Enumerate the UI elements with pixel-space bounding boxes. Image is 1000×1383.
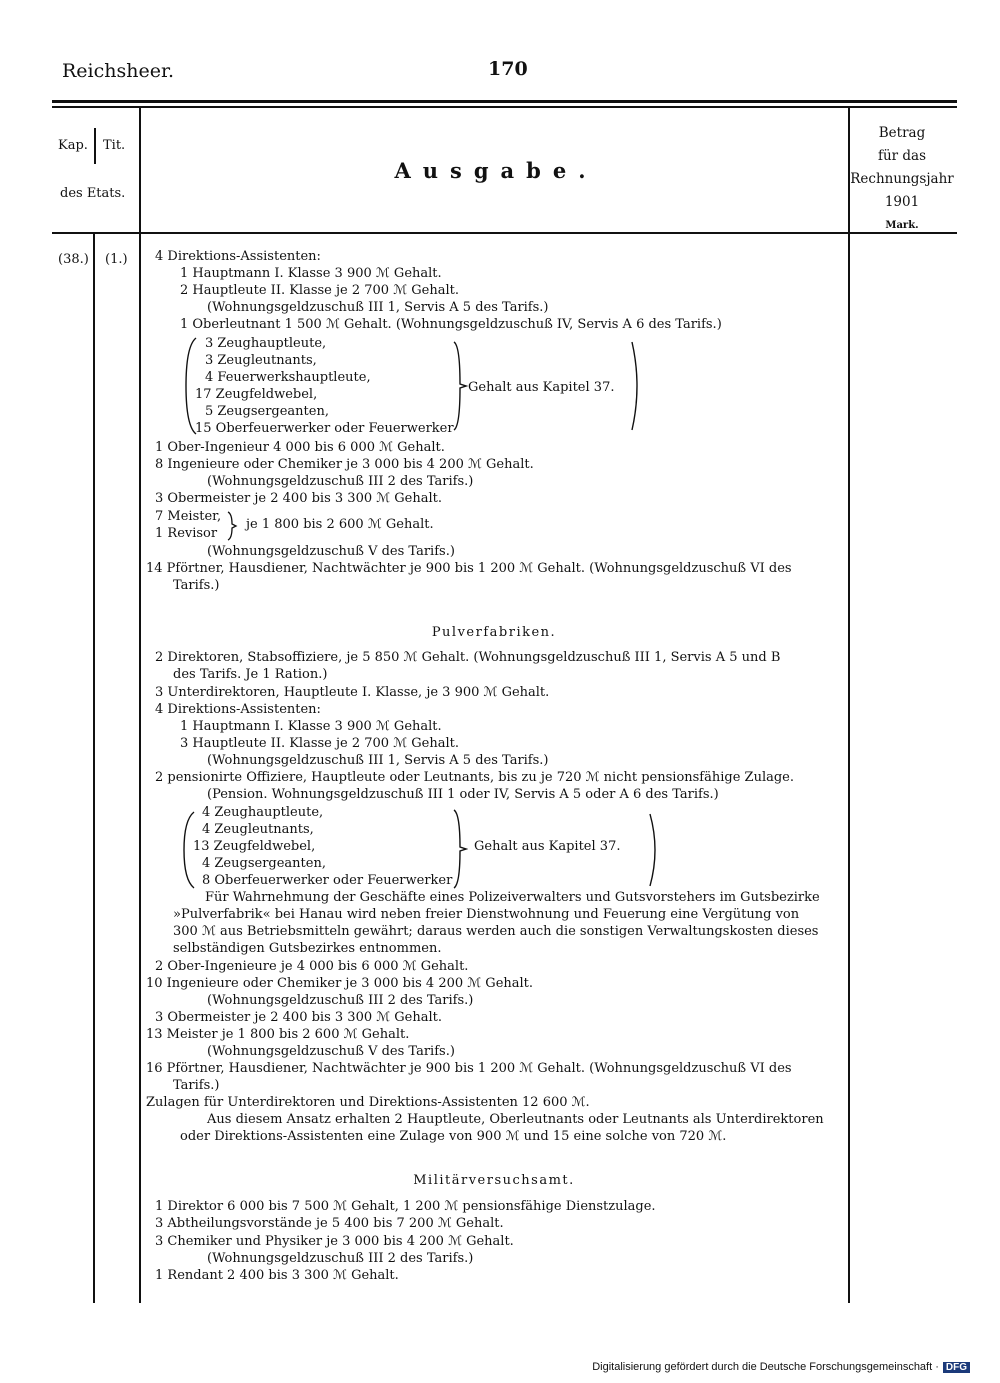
text-line: 16 Pförtner, Hausdiener, Nachtwächter je 900 bis 1 200 ℳ Gehalt. (Wohnungsgeldzuschuß VI des <box>146 1061 792 1076</box>
col-divider-right <box>848 108 850 1303</box>
dfg-logo: DFG <box>943 1362 970 1373</box>
text-line: 4 Zeugleutnants, <box>202 822 314 837</box>
top-rule-thick <box>52 100 957 103</box>
text-line: oder Direktions-Assistenten eine Zulage von 900 ℳ und 15 eine solche von 720 ℳ. <box>180 1129 727 1144</box>
betrag-header <box>850 122 954 214</box>
text-line: 7 Meister, <box>155 509 222 524</box>
right-brace <box>452 808 468 890</box>
text-line: 1 Hauptmann I. Klasse 3 900 ℳ Gehalt. <box>180 266 442 281</box>
right-paren <box>648 812 662 888</box>
text-line: 1 Rendant 2 400 bis 3 300 ℳ Gehalt. <box>155 1268 399 1283</box>
betrag-line: für das <box>877 148 927 164</box>
text-line: 2 Hauptleute II. Klasse je 2 700 ℳ Gehalt. <box>180 283 459 298</box>
text-line: (Wohnungsgeldzuschuß III 2 des Tarifs.) <box>207 1251 474 1266</box>
betrag-line: 1901 <box>884 194 920 210</box>
text-line: 14 Pförtner, Hausdiener, Nachtwächter je 900 bis 1 200 ℳ Gehalt. (Wohnungsgeldzuschuß VI des <box>146 561 792 576</box>
des-etats-header: des Etats. <box>60 186 126 201</box>
text-line: 4 Direktions-Assistenten: <box>155 249 321 264</box>
kap-tit-divider-head <box>94 128 96 164</box>
digitization-credit <box>592 1361 970 1373</box>
text-line: 3 Zeugleutnants, <box>205 353 317 368</box>
running-header-section: Reichsheer. <box>62 60 175 82</box>
text-line: 3 Zeughauptleute, <box>205 336 327 351</box>
page-number: 170 <box>488 58 528 80</box>
text-line: 3 Obermeister je 2 400 bis 3 300 ℳ Gehalt. <box>155 1010 442 1025</box>
text-line: (Wohnungsgeldzuschuß III 2 des Tarifs.) <box>207 993 474 1008</box>
text-line: 4 Feuerwerkshauptleute, <box>205 370 371 385</box>
subsection-heading: Militärversuchsamt. <box>413 1173 575 1188</box>
text-line: Tarifs.) <box>173 578 220 593</box>
text-line: Gehalt aus Kapitel 37. <box>474 839 621 854</box>
text-line: (Pension. Wohnungsgeldzuschuß III 1 oder IV, Servis A 5 oder A 6 des Tarifs.) <box>207 787 719 802</box>
left-brace <box>182 336 198 436</box>
text-line: Zulagen für Unterdirektoren und Direktions-Assistenten 12 600 ℳ. <box>146 1095 590 1110</box>
text-line: 300 ℳ aus Betriebsmitteln gewährt; daraus werden auch die sonstigen Verwaltungskosten dieses <box>173 924 819 939</box>
text-line: Aus diesem Ansatz erhalten 2 Hauptleute, Oberleutnants oder Leutnants als Unterdirektoren <box>207 1112 824 1127</box>
text-line: 2 pensionirte Offiziere, Hauptleute oder Leutnants, bis zu je 720 ℳ nicht pensionsfähige Zulage. <box>155 770 795 785</box>
kap-header: Kap. <box>58 138 88 153</box>
text-line: 1 Oberleutnant 1 500 ℳ Gehalt. (Wohnungsgeldzuschuß IV, Servis A 6 des Tarifs.) <box>180 317 722 332</box>
text-line: 4 Direktions-Assistenten: <box>155 702 321 717</box>
text-line: 13 Meister je 1 800 bis 2 600 ℳ Gehalt. <box>146 1027 410 1042</box>
text-line: 1 Ober-Ingenieur 4 000 bis 6 000 ℳ Gehalt. <box>155 440 445 455</box>
text-line: (Wohnungsgeldzuschuß III 2 des Tarifs.) <box>207 474 474 489</box>
text-line: 4 Zeugsergeanten, <box>202 856 326 871</box>
text-line: »Pulverfabrik« bei Hanau wird neben freier Dienstwohnung und Feuerung eine Vergütung von <box>173 907 800 922</box>
header-bottom-rule <box>52 232 957 234</box>
top-rule-thin <box>52 106 957 108</box>
text-line: (Wohnungsgeldzuschuß V des Tarifs.) <box>207 544 455 559</box>
kap-value: (38.) <box>58 252 89 267</box>
text-line: 13 Zeugfeldwebel, <box>193 839 316 854</box>
text-line: (Wohnungsgeldzuschuß V des Tarifs.) <box>207 1044 455 1059</box>
text-line: des Tarifs. Je 1 Ration.) <box>173 667 328 682</box>
subsection-heading: Pulverfabriken. <box>431 625 557 640</box>
text-line: 3 Chemiker und Physiker je 3 000 bis 4 200 ℳ Gehalt. <box>155 1234 514 1249</box>
text-line: 15 Oberfeuerwerker oder Feuerwerker <box>195 421 454 436</box>
text-line: 1 Direktor 6 000 bis 7 500 ℳ Gehalt, 1 200 ℳ pensionsfähige Dienstzulage. <box>155 1199 656 1214</box>
mark-unit-label: Mark. <box>885 220 919 231</box>
credit-text: Digitalisierung gefördert durch die Deutsche Forschungsgemeinschaft · <box>592 1361 939 1373</box>
section-title: Ausgabe. <box>394 158 598 183</box>
text-line: 3 Abtheilungsvorstände je 5 400 bis 7 200 ℳ Gehalt. <box>155 1216 504 1231</box>
right-brace <box>226 510 238 542</box>
text-line: 1 Hauptmann I. Klasse 3 900 ℳ Gehalt. <box>180 719 442 734</box>
betrag-line: Betrag <box>878 125 926 141</box>
col-divider-left <box>139 108 141 1303</box>
text-line: (Wohnungsgeldzuschuß III 1, Servis A 5 des Tarifs.) <box>207 300 549 315</box>
text-line: 3 Obermeister je 2 400 bis 3 300 ℳ Gehalt. <box>155 491 442 506</box>
text-line: je 1 800 bis 2 600 ℳ Gehalt. <box>246 517 434 532</box>
text-line: Tarifs.) <box>173 1078 220 1093</box>
right-paren <box>630 340 644 432</box>
text-line: selbständigen Gutsbezirkes entnommen. <box>173 941 442 956</box>
text-line: 4 Zeughauptleute, <box>202 805 324 820</box>
text-line: 3 Unterdirektoren, Hauptleute I. Klasse, je 3 900 ℳ Gehalt. <box>155 685 550 700</box>
text-line: 2 Ober-Ingenieure je 4 000 bis 6 000 ℳ Gehalt. <box>155 959 469 974</box>
text-line: 1 Revisor <box>155 526 218 541</box>
text-line: 5 Zeugsergeanten, <box>205 404 329 419</box>
left-brace <box>180 810 196 890</box>
col-divider-kap <box>93 234 95 1303</box>
text-line: Für Wahrnehmung der Geschäfte eines Polizeiverwalters und Gutsvorstehers im Gutsbezirke <box>205 890 820 905</box>
text-line: 3 Hauptleute II. Klasse je 2 700 ℳ Gehalt. <box>180 736 459 751</box>
text-line: (Wohnungsgeldzuschuß III 1, Servis A 5 des Tarifs.) <box>207 753 549 768</box>
text-line: 10 Ingenieure oder Chemiker je 3 000 bis 4 200 ℳ Gehalt. <box>146 976 534 991</box>
text-line: Gehalt aus Kapitel 37. <box>468 380 615 395</box>
text-line: 8 Ingenieure oder Chemiker je 3 000 bis 4 200 ℳ Gehalt. <box>155 457 534 472</box>
text-line: 2 Direktoren, Stabsoffiziere, je 5 850 ℳ Gehalt. (Wohnungsgeldzuschuß III 1, Servis A 5 und B <box>155 650 781 665</box>
betrag-line: Rechnungsjahr <box>850 171 954 187</box>
tit-header: Tit. <box>103 138 126 153</box>
right-brace <box>452 340 468 432</box>
tit-value: (1.) <box>105 252 128 267</box>
text-line: 17 Zeugfeldwebel, <box>195 387 318 402</box>
text-line: 8 Oberfeuerwerker oder Feuerwerker <box>202 873 453 888</box>
